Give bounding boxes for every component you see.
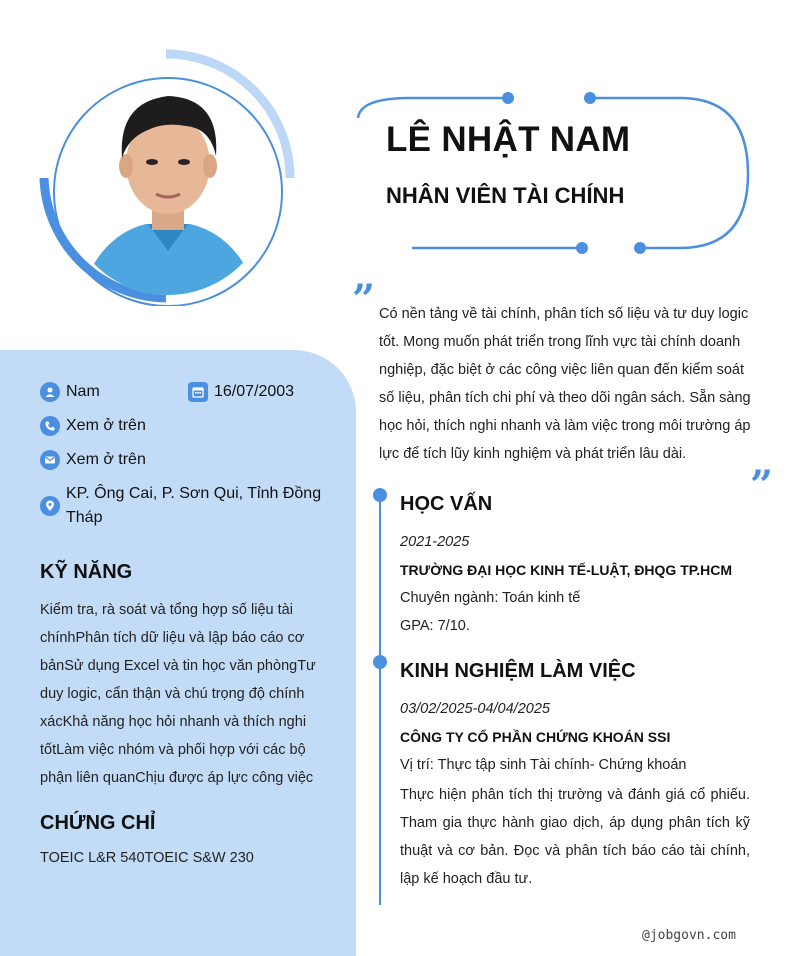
timeline-dot-education [373,488,387,502]
profile-summary: Có nền tảng về tài chính, phân tích số liệu và tư duy logic tốt. Mong muốn phát triển trong lĩnh vực tài chính doanh nghiệp, đặc biệt ở các công việc liên quan đến kiểm soát số liệu, phân tích chi phí và theo dõi ngân sách. Sẵn sàng học hỏi, thích nghi nhanh và làm việc trong môi trường áp lực để tích lũy kinh nghiệm và phát triển lâu dài. [379,306,751,462]
info-gender [40,380,100,404]
experience-company: CÔNG TY CỔ PHẦN CHỨNG KHOÁN SSI [400,729,671,745]
experience-title: KINH NGHIỆM LÀM VIỆC [400,660,636,682]
job-title: NHÂN VIÊN TÀI CHÍNH [386,183,625,208]
avatar-rings [36,46,296,306]
avatar [36,46,296,306]
certificates-title: CHỨNG CHỈ [40,812,156,834]
info-email [40,448,146,472]
education-period: 2021-2025 [400,534,470,550]
education-title: HỌC VẤN [400,493,493,515]
experience-period: 03/02/2025-04/04/2025 [400,701,550,717]
dob-value: 16/07/2003 [214,383,295,400]
education-school: TRƯỜNG ĐẠI HỌC KINH TẾ-LUẬT, ĐHQG TP.HCM [400,562,733,578]
email-value: Xem ở trên [66,451,146,468]
info-phone [40,414,146,438]
mail-icon [40,450,60,470]
info-address [40,482,330,530]
name-frame [350,88,760,258]
skills-text: Kiểm tra, rà soát và tổng hợp số liệu tài chínhPhân tích dữ liệu và lập báo cáo cơ bảnSử dụng Excel và tin học văn phòngTư duy logic, cẩn thận và chú trọng độ chính xácKhả năng học hỏi nhanh và thích nghi tốtLàm việc nhóm và phối hợp với các bộ phận liên quanChịu được áp lực công việc [40,602,316,786]
quote-open-icon: ” [352,276,376,323]
candidate-name: LÊ NHẬT NAM [386,120,631,159]
address-value: KP. Ông Cai, P. Sơn Qui, Tỉnh Đồng Tháp [66,485,322,526]
education-gpa: GPA: 7/10. [400,618,470,634]
phone-icon [40,416,60,436]
timeline-dot-experience [373,655,387,669]
quote-close-icon: ” [750,462,774,509]
gender-value: Nam [66,383,100,400]
phone-value: Xem ở trên [66,417,146,434]
watermark: @jobgovn.com [642,928,736,943]
timeline-line [379,495,381,905]
location-pin-icon [40,496,60,516]
calendar-icon [188,382,208,402]
education-major: Chuyên ngành: Toán kinh tế [400,590,581,606]
certificates-text: TOEIC L&R 540TOEIC S&W 230 [40,850,254,866]
skills-title: KỸ NĂNG [40,561,133,583]
user-icon [40,382,60,402]
experience-position: Vị trí: Thực tập sinh Tài chính- Chứng khoán [400,757,687,773]
info-dob [188,380,294,404]
experience-description: Thực hiện phân tích thị trường và đánh giá cổ phiếu. Tham gia thực hành giao dịch, áp dụng phân tích kỹ thuật và cơ bản. Đọc và phân tích báo cáo tài chính, lập kế hoạch đầu tư. [400,787,750,887]
